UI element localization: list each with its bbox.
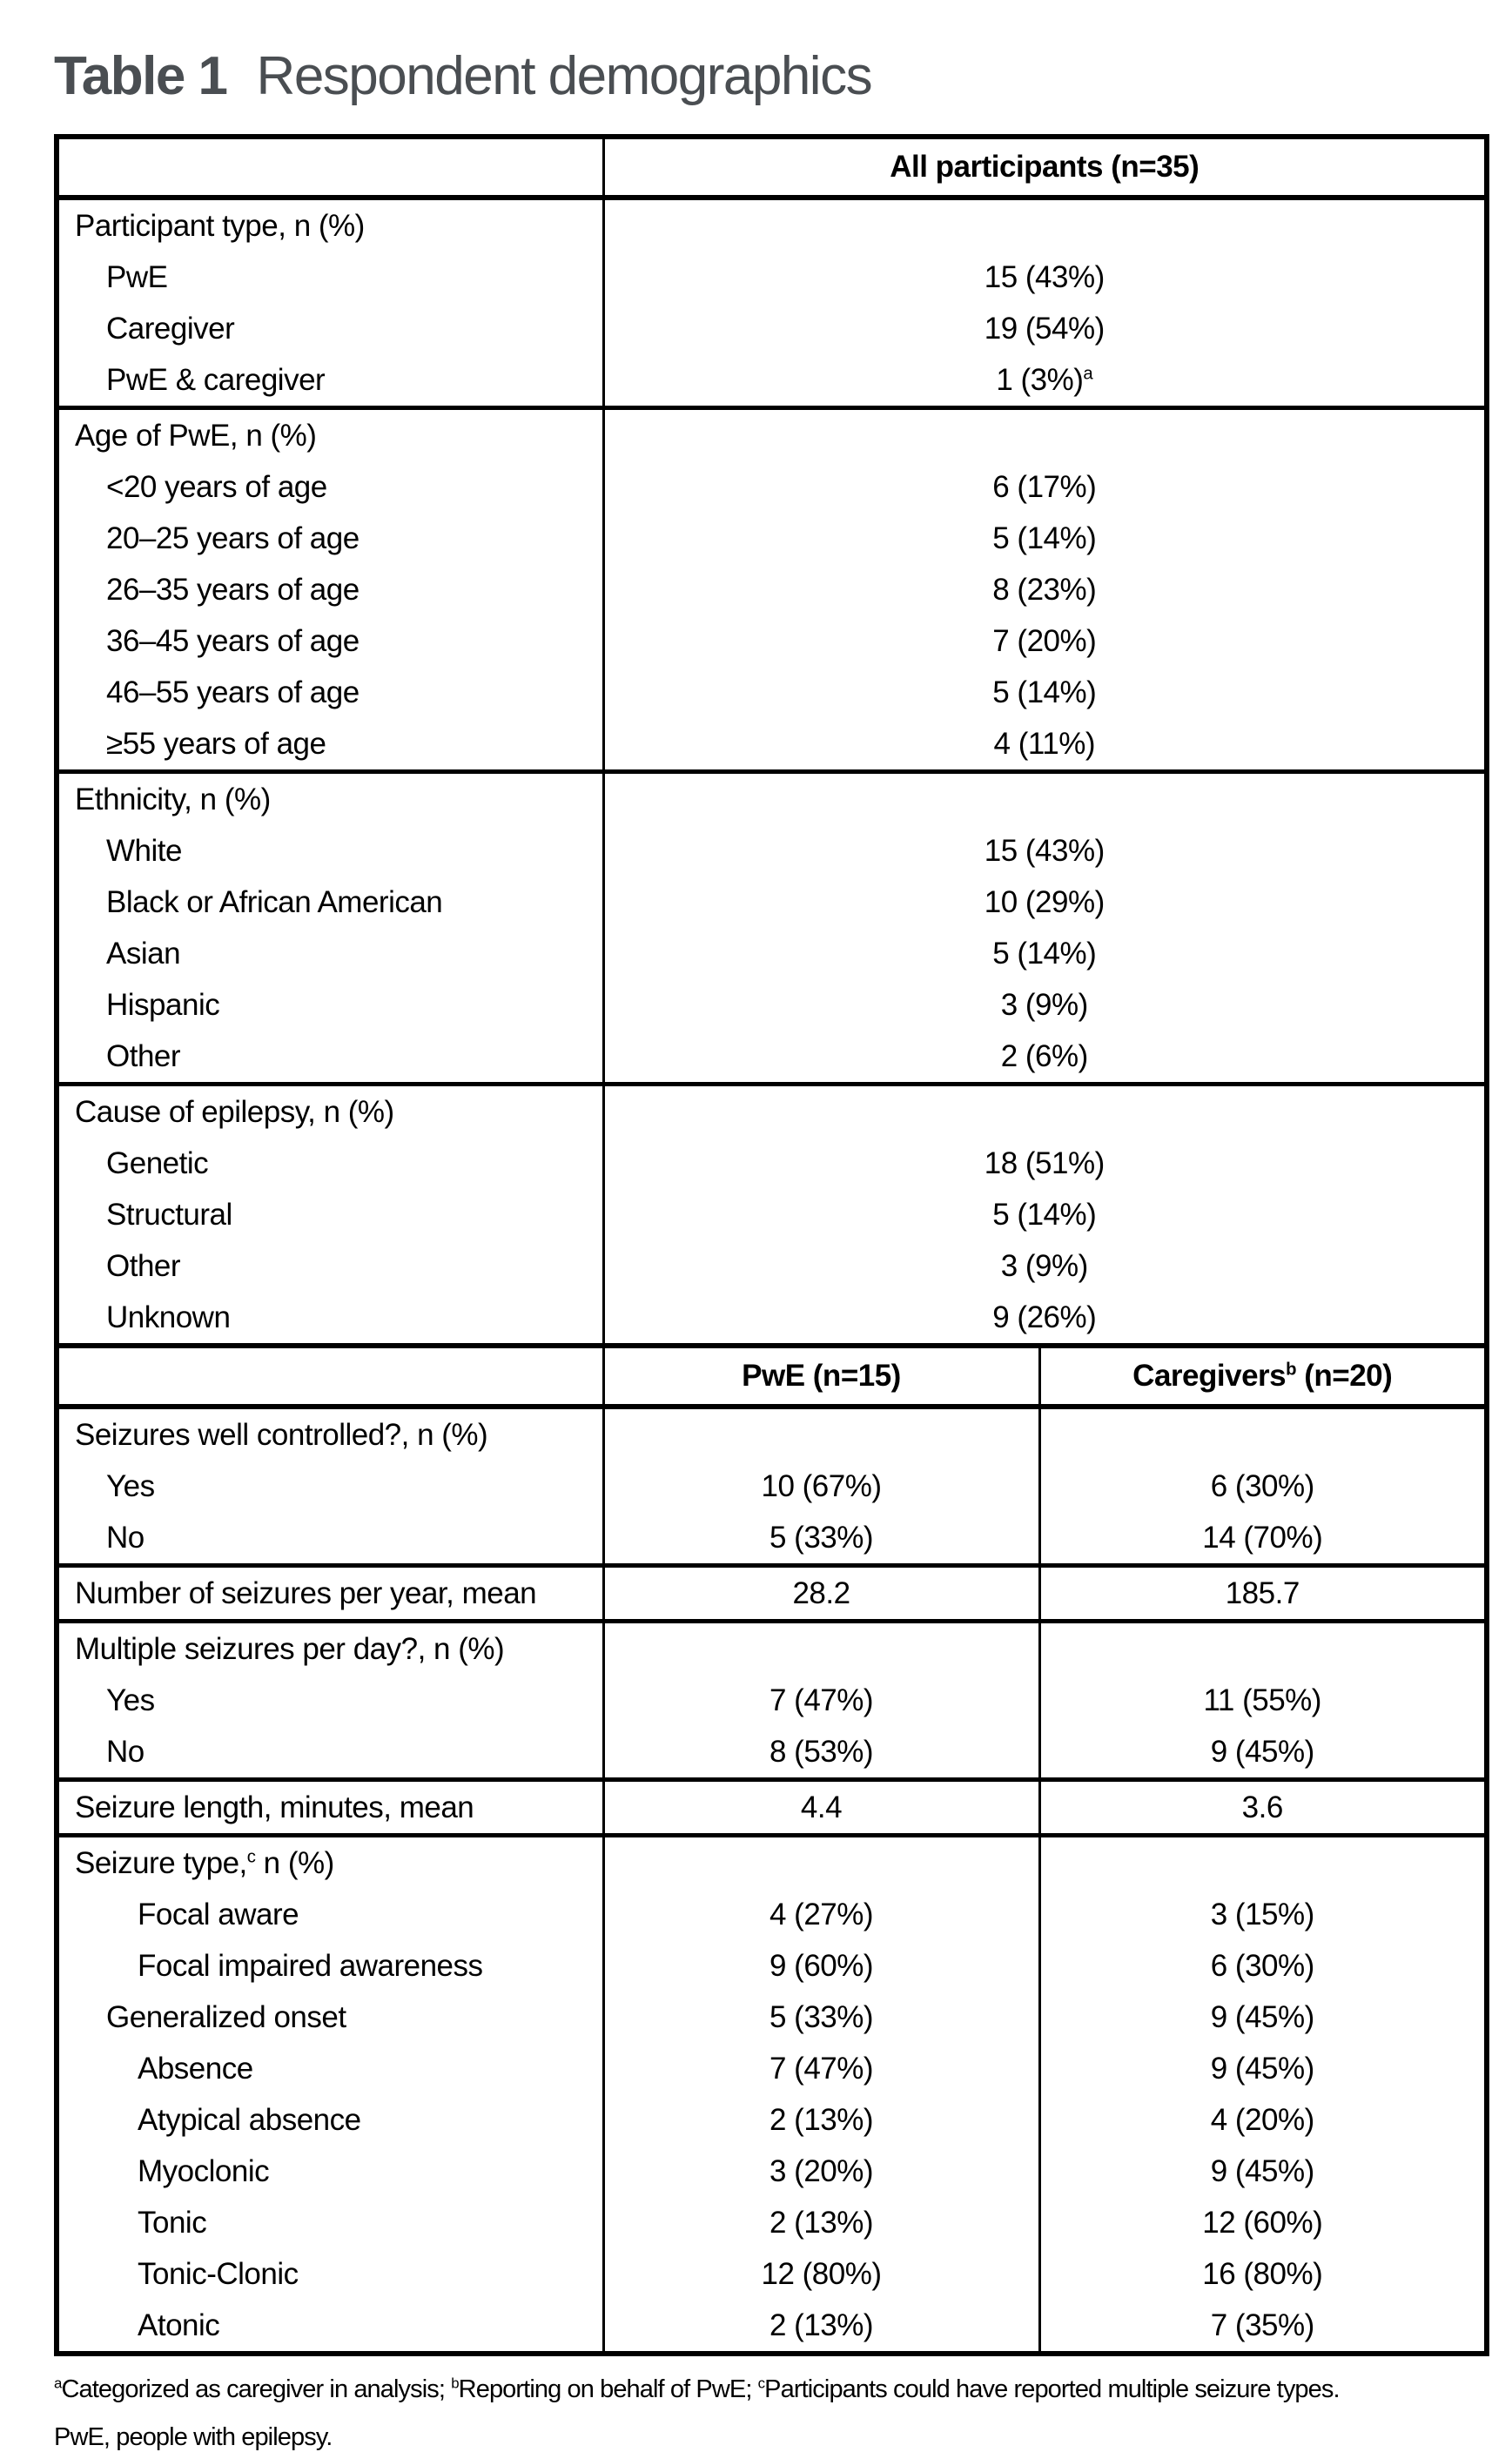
row-value-all: [603, 825, 1487, 877]
header-section-all: [57, 137, 1487, 198]
demographics-table: [54, 134, 1489, 2356]
section-header-row: [57, 1085, 1487, 1139]
table-row-20-years-of-age: [57, 461, 1487, 513]
section-header-row: [57, 1836, 1487, 1890]
table-row-pwe: [57, 252, 1487, 303]
row-value-all: [603, 718, 1487, 772]
section-header-label: Age of PwE, n (%): [57, 408, 603, 462]
header-empty-cell: [57, 1346, 603, 1407]
row-value-all: [603, 979, 1487, 1031]
row-label: Other: [57, 1031, 603, 1085]
section-header-row: [57, 198, 1487, 252]
header-pwe: PwE (n=15): [603, 1346, 1039, 1407]
row-value-caregivers: 6 (30%): [1210, 1948, 1314, 1983]
row-label: 36–45 years of age: [57, 615, 603, 667]
section-header-label: Ethnicity, n (%): [57, 772, 603, 826]
section-header-row: [57, 772, 1487, 826]
row-value-all: [603, 1240, 1487, 1292]
row-value-caregivers: 3.6: [1241, 1790, 1283, 1824]
table-row-atonic: [57, 2300, 1487, 2354]
row-label: <20 years of age: [57, 461, 603, 513]
row-value-all: [603, 564, 1487, 615]
section-multiple-seizures-per-day-n: [57, 1622, 1487, 1780]
row-value-all-text: 15 (43%): [984, 833, 1105, 868]
row-label: Unknown: [57, 1292, 603, 1346]
row-label: Absence: [57, 2043, 603, 2094]
row-value-pwe: 12 (80%): [603, 2248, 1039, 2300]
table-row-20-25-years-of-age: [57, 513, 1487, 564]
row-value-pwe: 2 (13%): [603, 2197, 1039, 2248]
row-label: 26–35 years of age: [57, 564, 603, 615]
table-row-myoclonic: [57, 2146, 1487, 2197]
row-value-caregivers: 14 (70%): [1202, 1520, 1323, 1555]
row-label: No: [57, 1512, 603, 1566]
header-caregivers: [1039, 1346, 1487, 1407]
row-value-all: [603, 252, 1487, 303]
row-value-caregivers: [1039, 1622, 1487, 1676]
section-header-label: Seizures well controlled?, n (%): [57, 1407, 603, 1461]
section-header-label: Number of seizures per year, mean: [57, 1566, 603, 1622]
table-title: [54, 45, 1486, 108]
table-row-unknown: [57, 1292, 1487, 1346]
table-row-asian: [57, 928, 1487, 979]
table-row-genetic: [57, 1138, 1487, 1189]
footnote-marker-a: a: [1083, 363, 1093, 383]
row-label: Generalized onset: [57, 1992, 603, 2043]
row-value-all: [603, 667, 1487, 718]
section-header-row: [57, 1566, 1487, 1622]
table-row-pwe-caregiver: [57, 354, 1487, 408]
footnote-text: Reporting on behalf of PwE;: [458, 2375, 758, 2403]
row-value-pwe: 4 (27%): [603, 1889, 1039, 1940]
row-value-all-text: 8 (23%): [992, 572, 1097, 607]
table-row-generalized-onset: [57, 1992, 1487, 2043]
section-header-value-empty: [603, 408, 1487, 462]
row-value-caregivers: 12 (60%): [1202, 2205, 1323, 2240]
row-label: PwE & caregiver: [57, 354, 603, 408]
table-row-atypical-absence: [57, 2094, 1487, 2146]
table-row-black-or-african-american: [57, 877, 1487, 928]
row-value-all: [603, 461, 1487, 513]
header-row-pwe-caregivers: [57, 1346, 1487, 1407]
section-number-of-seizures-per-year-mean: [57, 1566, 1487, 1622]
section-header-value-empty: [603, 772, 1487, 826]
row-value-caregivers: 16 (80%): [1202, 2256, 1323, 2291]
footnote-line-2: PwE, people with epilepsy.: [54, 2423, 333, 2451]
row-label: Tonic-Clonic: [57, 2248, 603, 2300]
row-value-caregivers: [1039, 1836, 1487, 1890]
section-header-text: Seizure type,: [75, 1845, 247, 1880]
row-value-all: [603, 877, 1487, 928]
footnotes: [54, 2375, 1486, 2452]
row-label: Structural: [57, 1189, 603, 1240]
row-label: Focal aware: [57, 1889, 603, 1940]
row-value-all-text: 5 (14%): [992, 675, 1097, 709]
row-value-caregivers: 6 (30%): [1210, 1468, 1314, 1503]
section-cause-of-epilepsy-n: [57, 1085, 1487, 1347]
row-value-caregivers: 11 (55%): [1203, 1683, 1321, 1717]
section-header-label: Cause of epilepsy, n (%): [57, 1085, 603, 1139]
table-row-structural: [57, 1189, 1487, 1240]
row-value-pwe: 7 (47%): [603, 2043, 1039, 2094]
row-value-all-text: 15 (43%): [984, 259, 1105, 294]
row-value-all-text: 7 (20%): [992, 623, 1097, 658]
row-label: No: [57, 1726, 603, 1780]
section-seizures-well-controlled-n: [57, 1407, 1487, 1566]
row-value-caregivers: 9 (45%): [1210, 2153, 1314, 2188]
row-label: ≥55 years of age: [57, 718, 603, 772]
row-value-all-text: 5 (14%): [992, 1197, 1097, 1232]
row-label: Atypical absence: [57, 2094, 603, 2146]
row-value-pwe: 5 (33%): [603, 1992, 1039, 2043]
row-label: Black or African American: [57, 877, 603, 928]
row-label: Focal impaired awareness: [57, 1940, 603, 1992]
table-row-other: [57, 1240, 1487, 1292]
row-value-all: [603, 1292, 1487, 1346]
section-header-row: [57, 1622, 1487, 1676]
section-header-row: [57, 1407, 1487, 1461]
row-value-pwe: [603, 1407, 1039, 1461]
row-value-pwe: 2 (13%): [603, 2094, 1039, 2146]
footnote-marker-a: a: [54, 2375, 62, 2392]
row-value-all-text: 6 (17%): [992, 469, 1097, 504]
section-header-label: Participant type, n (%): [57, 198, 603, 252]
row-value-caregivers: 9 (45%): [1210, 1999, 1314, 2034]
row-label: Yes: [57, 1675, 603, 1726]
row-label: Asian: [57, 928, 603, 979]
footnote-marker-b: b: [1286, 1360, 1297, 1380]
row-value-all-text: 10 (29%): [984, 884, 1105, 919]
section-seizure-type: [57, 1836, 1487, 2355]
row-value-all: [603, 1189, 1487, 1240]
section-header-text-suffix: n (%): [255, 1845, 334, 1880]
row-label: Caregiver: [57, 303, 603, 354]
header-section-split: [57, 1346, 1487, 1407]
row-value-pwe: 4.4: [603, 1780, 1039, 1836]
table-row-yes: [57, 1675, 1487, 1726]
row-value-pwe: 7 (47%): [603, 1675, 1039, 1726]
header-caregivers-text: Caregivers: [1132, 1359, 1287, 1393]
section-header-row: [57, 408, 1487, 462]
row-value-all-text: 3 (9%): [1000, 1248, 1088, 1283]
row-value-pwe: 10 (67%): [603, 1461, 1039, 1512]
row-value-all: [603, 1138, 1487, 1189]
header-caregivers-count: (n=20): [1296, 1359, 1393, 1393]
table-row-36-45-years-of-age: [57, 615, 1487, 667]
row-value-caregivers: 9 (45%): [1210, 1734, 1314, 1769]
table-row-tonic-clonic: [57, 2248, 1487, 2300]
header-row-all-participants: [57, 137, 1487, 198]
row-value-all: [603, 303, 1487, 354]
section-header-value-empty: [603, 1085, 1487, 1139]
row-label: PwE: [57, 252, 603, 303]
footnote-marker-c: c: [757, 2375, 765, 2392]
row-value-all-text: 3 (9%): [1000, 987, 1088, 1022]
section-header-row: [57, 1780, 1487, 1836]
row-label: Tonic: [57, 2197, 603, 2248]
section-age-of-pwe-n: [57, 408, 1487, 772]
row-value-all: [603, 1031, 1487, 1085]
row-value-all: [603, 354, 1487, 408]
table-row-tonic: [57, 2197, 1487, 2248]
row-value-caregivers: 185.7: [1225, 1575, 1300, 1610]
row-value-caregivers: 3 (15%): [1210, 1897, 1314, 1931]
table-title-text: Respondent demographics: [256, 46, 872, 106]
table-row-absence: [57, 2043, 1487, 2094]
row-value-all: [603, 513, 1487, 564]
row-value-caregivers: [1039, 1407, 1487, 1461]
row-value-caregivers: 9 (45%): [1210, 2051, 1314, 2086]
row-value-all-text: 18 (51%): [984, 1145, 1105, 1180]
table-row-46-55-years-of-age: [57, 667, 1487, 718]
header-all-participants: All participants (n=35): [890, 150, 1200, 184]
row-value-pwe: 8 (53%): [603, 1726, 1039, 1780]
row-label: Genetic: [57, 1138, 603, 1189]
header-empty-cell: [57, 137, 603, 198]
row-label: Atonic: [57, 2300, 603, 2354]
row-value-all: [603, 928, 1487, 979]
table-row-focal-aware: [57, 1889, 1487, 1940]
footnote-marker-b: b: [451, 2375, 459, 2392]
row-value-pwe: 28.2: [603, 1566, 1039, 1622]
row-value-pwe: [603, 1836, 1039, 1890]
section-header-label: Multiple seizures per day?, n (%): [57, 1622, 603, 1676]
table-title-number: Table 1: [54, 46, 227, 106]
row-value-pwe: [603, 1622, 1039, 1676]
row-value-all-text: 4 (11%): [993, 726, 1095, 761]
row-label: Hispanic: [57, 979, 603, 1031]
footnote-text: Participants could have reported multiple seizure types.: [764, 2375, 1340, 2403]
footnote-line-1: [54, 2375, 1486, 2404]
footnote-text: Categorized as caregiver in analysis;: [61, 2375, 452, 2403]
row-value-all-text: 19 (54%): [984, 311, 1105, 346]
row-value-all-text: 5 (14%): [992, 936, 1097, 971]
table-row-yes: [57, 1461, 1487, 1512]
row-value-pwe: 9 (60%): [603, 1940, 1039, 1992]
row-value-pwe: 5 (33%): [603, 1512, 1039, 1566]
section-header-label: [57, 1836, 603, 1890]
section-header-label: Seizure length, minutes, mean: [57, 1780, 603, 1836]
row-value-all-text: 5 (14%): [992, 521, 1097, 555]
row-label: 20–25 years of age: [57, 513, 603, 564]
section-seizure-length-minutes-mean: [57, 1780, 1487, 1836]
table-row-caregiver: [57, 303, 1487, 354]
row-value-all-text: 9 (26%): [992, 1300, 1097, 1334]
table-row-26-35-years-of-age: [57, 564, 1487, 615]
row-label: Yes: [57, 1461, 603, 1512]
table-row-55-years-of-age: [57, 718, 1487, 772]
table-row-hispanic: [57, 979, 1487, 1031]
row-label: Myoclonic: [57, 2146, 603, 2197]
section-header-value-empty: [603, 198, 1487, 252]
row-label: Other: [57, 1240, 603, 1292]
row-value-all: [603, 615, 1487, 667]
section-ethnicity-n: [57, 772, 1487, 1085]
section-participant-type-n: [57, 198, 1487, 408]
row-value-all-text: 1 (3%): [996, 362, 1084, 397]
table-row-other: [57, 1031, 1487, 1085]
row-value-caregivers: 4 (20%): [1210, 2102, 1314, 2137]
table-row-white: [57, 825, 1487, 877]
row-value-pwe: 3 (20%): [603, 2146, 1039, 2197]
footnote-marker-c: c: [246, 1846, 256, 1866]
table-row-no: [57, 1512, 1487, 1566]
table-row-focal-impaired-awareness: [57, 1940, 1487, 1992]
row-value-pwe: 2 (13%): [603, 2300, 1039, 2354]
row-value-caregivers: 7 (35%): [1210, 2308, 1314, 2342]
row-label: 46–55 years of age: [57, 667, 603, 718]
row-value-all-text: 2 (6%): [1000, 1038, 1088, 1073]
row-label: White: [57, 825, 603, 877]
table-row-no: [57, 1726, 1487, 1780]
